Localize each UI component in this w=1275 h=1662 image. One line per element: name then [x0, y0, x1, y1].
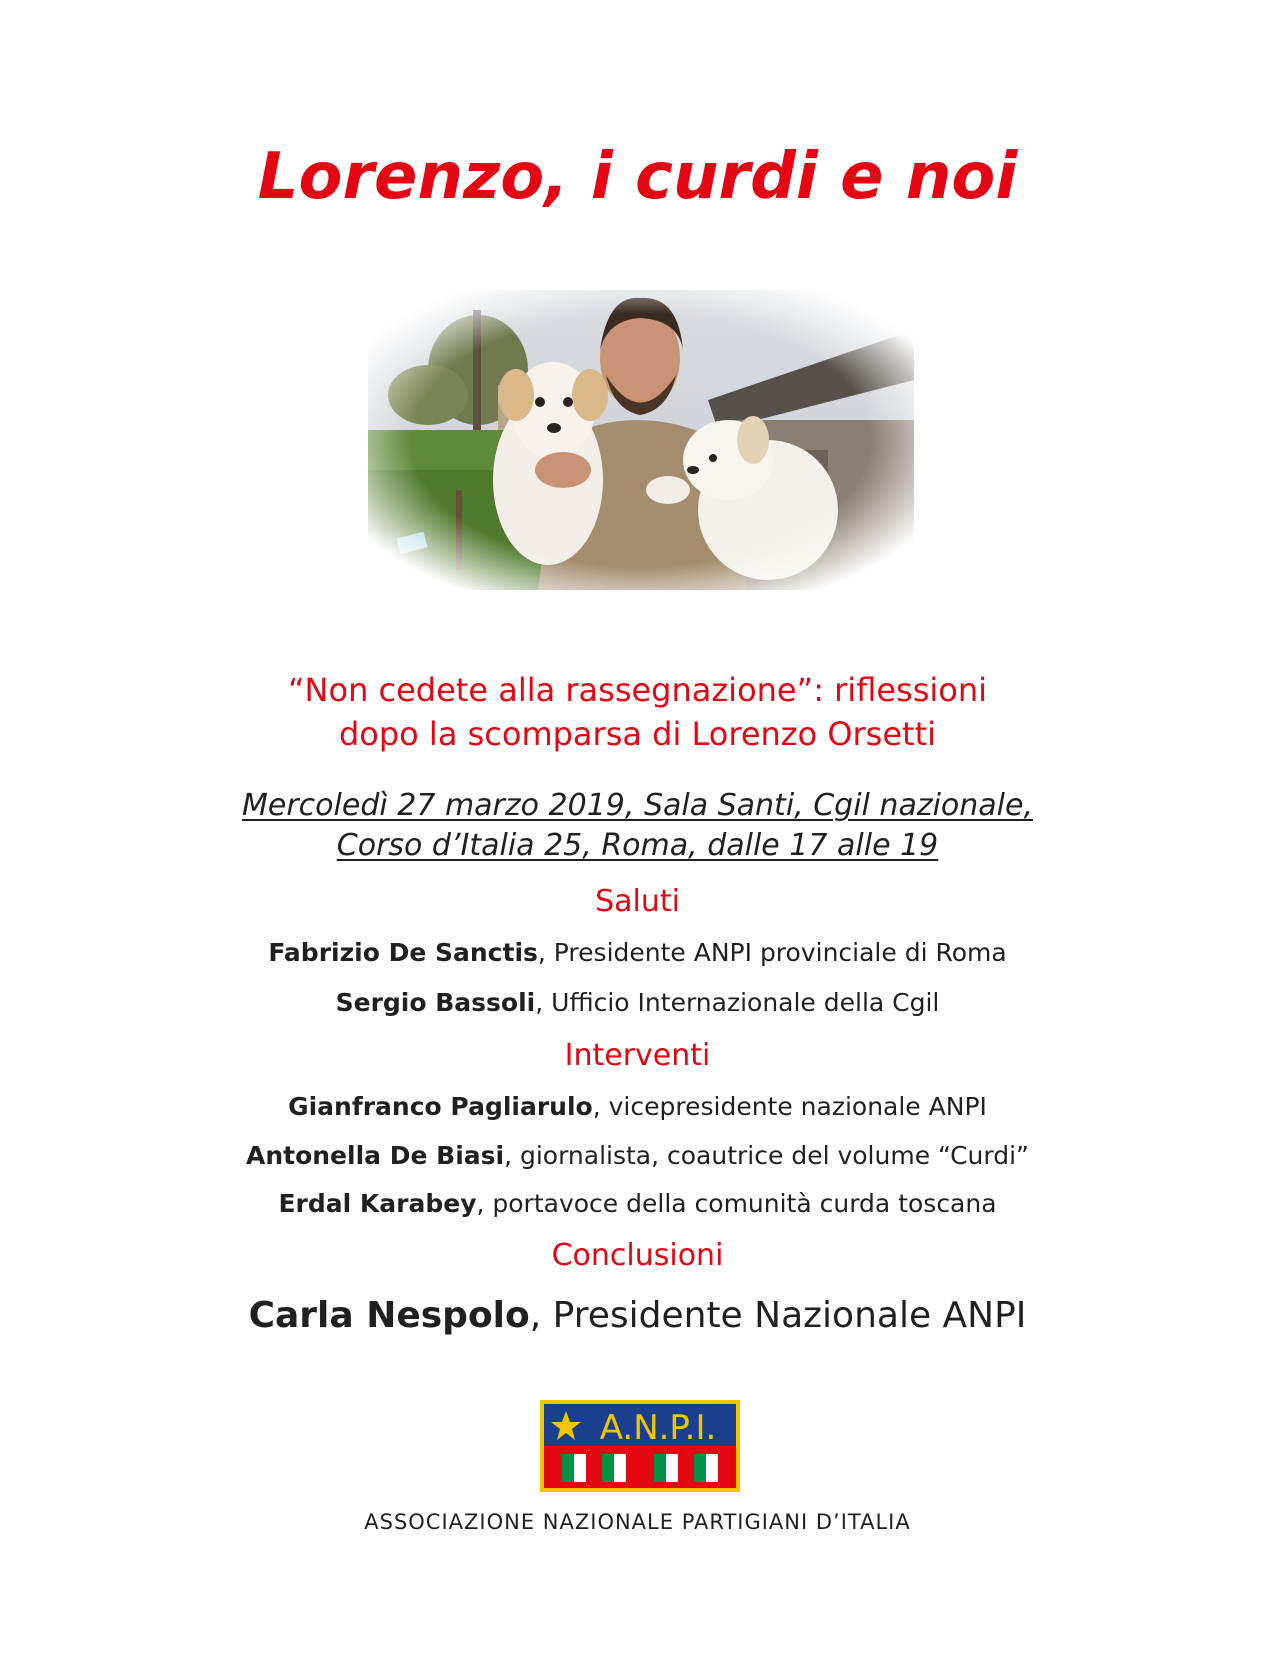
speaker-name: Fabrizio De Sanctis	[268, 938, 538, 967]
event-line-2: Corso d’Italia 25, Roma, dalle 17 alle 19	[336, 828, 939, 863]
speaker-name: Gianfranco Pagliarulo	[288, 1092, 593, 1121]
speaker-interventi-2	[0, 1140, 1275, 1172]
speaker-role: , portavoce della comunità curda toscana	[476, 1189, 997, 1218]
speaker-conclusioni	[0, 1294, 1275, 1338]
anpi-logo	[540, 1400, 740, 1492]
speaker-role: , Presidente Nazionale ANPI	[529, 1295, 1027, 1336]
section-heading-conclusioni: Conclusioni	[551, 1238, 724, 1273]
speaker-name: Sergio Bassoli	[335, 988, 536, 1017]
speaker-interventi-1	[0, 1091, 1275, 1123]
subtitle	[0, 668, 1275, 756]
photo-lorenzo-with-puppies	[368, 290, 914, 590]
speaker-name: Erdal Karabey	[278, 1189, 477, 1218]
speaker-saluti-2	[0, 987, 1275, 1019]
speaker-saluti-1	[0, 937, 1275, 969]
event-line-1: Mercoledì 27 marzo 2019, Sala Santi, Cgil nazionale,	[242, 788, 1033, 823]
page-title: Lorenzo, i curdi e noi	[257, 140, 1018, 214]
speaker-name: Antonella De Biasi	[245, 1141, 505, 1170]
event-details	[0, 786, 1275, 866]
logo-text: A.N.P.I.	[599, 1408, 717, 1448]
section-heading-saluti: Saluti	[595, 884, 680, 919]
speaker-interventi-3	[0, 1188, 1275, 1220]
speaker-role: , Presidente ANPI provinciale di Roma	[537, 938, 1007, 967]
organization-name: ASSOCIAZIONE NAZIONALE PARTIGIANI D’ITALIA	[364, 1510, 911, 1534]
section-heading-interventi: Interventi	[564, 1038, 711, 1073]
speaker-role: , Ufficio Internazionale della Cgil	[535, 988, 940, 1017]
speaker-role: , giornalista, coautrice del volume “Curdi”	[504, 1141, 1029, 1170]
subtitle-line-1: “Non cedete alla rassegnazione”: riflessioni	[287, 671, 988, 709]
subtitle-line-2: dopo la scomparsa di Lorenzo Orsetti	[338, 715, 937, 753]
speaker-name: Carla Nespolo	[248, 1295, 530, 1336]
speaker-role: , vicepresidente nazionale ANPI	[592, 1092, 987, 1121]
